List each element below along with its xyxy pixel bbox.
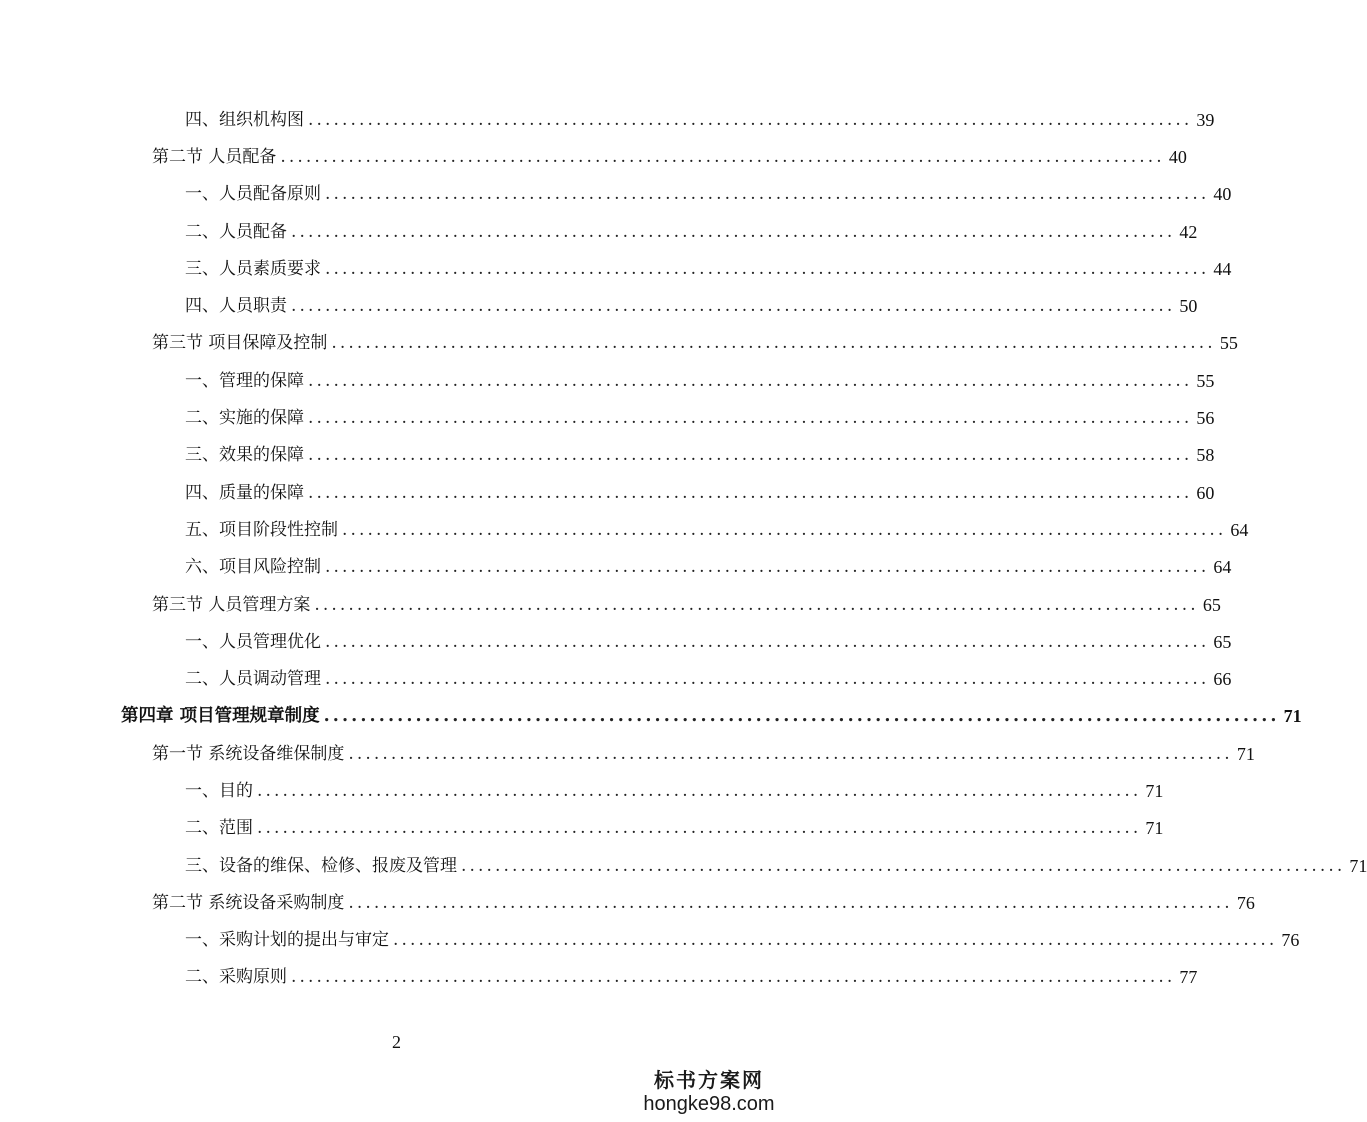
toc-entry-page: 77 <box>1179 967 1198 988</box>
toc-entry[interactable] <box>0 623 1232 660</box>
toc-entry[interactable] <box>0 437 1215 474</box>
toc-entry[interactable] <box>0 810 1164 847</box>
dot-leader: ........................................................................................................ <box>325 669 1210 690</box>
toc-entry-title: 一、采购计划的提出与审定 <box>185 930 389 951</box>
toc-entry[interactable] <box>0 847 1367 884</box>
toc-entry-page: 64 <box>1230 519 1249 540</box>
toc-entry[interactable] <box>0 922 1300 959</box>
toc-entry-title: 三、设备的维保、检修、报废及管理 <box>185 855 457 876</box>
toc-entry-page: 66 <box>1213 669 1232 690</box>
dot-leader: ........................................................................................................ <box>323 706 1280 727</box>
toc-entry-page: 44 <box>1213 258 1232 279</box>
toc-entry-page: 60 <box>1196 482 1215 503</box>
toc-entry-title: 四、质量的保障 <box>185 482 304 503</box>
dot-leader: ........................................................................................................ <box>280 146 1165 167</box>
dot-leader: ........................................................................................................ <box>348 892 1233 913</box>
toc-entry-page: 39 <box>1196 109 1215 130</box>
toc-entry-title: 三、效果的保障 <box>185 445 304 466</box>
toc-entry[interactable] <box>0 586 1221 623</box>
toc-entry-title: 二、人员配备 <box>185 221 287 242</box>
dot-leader: ........................................................................................................ <box>308 109 1193 130</box>
dot-leader: ........................................................................................................ <box>308 482 1193 503</box>
toc-entry[interactable] <box>0 660 1232 697</box>
toc-entry[interactable] <box>0 213 1198 250</box>
watermark-url: hongke98.com <box>643 1093 775 1115</box>
toc-entry[interactable] <box>0 549 1232 586</box>
toc-entry-page: 76 <box>1281 930 1300 951</box>
toc-entry[interactable] <box>0 101 1215 138</box>
toc-entry-title: 六、项目风险控制 <box>185 557 321 578</box>
watermark-name: 标书方案网 <box>654 1068 764 1092</box>
dot-leader: ........................................................................................................ <box>314 594 1199 615</box>
dot-leader: ........................................................................................................ <box>291 967 1176 988</box>
toc-entry-title: 第一节 系统设备维保制度 <box>152 743 345 764</box>
dot-leader: ........................................................................................................ <box>257 818 1142 839</box>
toc-entry-title: 四、组织机构图 <box>185 109 304 130</box>
toc-entry-title: 一、目的 <box>185 780 253 801</box>
toc-entry-page: 56 <box>1196 408 1215 429</box>
dot-leader: ........................................................................................................ <box>308 408 1193 429</box>
toc-entry-title: 第四章 项目管理规章制度 <box>121 706 320 727</box>
dot-leader: ........................................................................................................ <box>325 631 1210 652</box>
toc-entry-page: 71 <box>1236 743 1255 764</box>
toc-entry[interactable] <box>0 138 1187 175</box>
dot-leader: ........................................................................................................ <box>331 333 1216 354</box>
toc-entry-title: 二、人员调动管理 <box>185 669 321 690</box>
toc-entry[interactable] <box>0 884 1255 921</box>
toc-entry-title: 第三节 项目保障及控制 <box>152 333 328 354</box>
table-of-contents <box>0 101 1367 996</box>
dot-leader: ........................................................................................................ <box>325 258 1210 279</box>
dot-leader: ........................................................................................................ <box>325 184 1210 205</box>
dot-leader: ........................................................................................................ <box>342 519 1227 540</box>
toc-entry-title: 五、项目阶段性控制 <box>185 519 338 540</box>
toc-entry-page: 65 <box>1213 631 1232 652</box>
toc-chapter-entry[interactable] <box>0 698 1302 735</box>
toc-entry-title: 第三节 人员管理方案 <box>152 594 311 615</box>
toc-entry[interactable] <box>0 735 1255 772</box>
dot-leader: ........................................................................................................ <box>257 780 1142 801</box>
toc-entry-title: 四、人员职责 <box>185 296 287 317</box>
toc-entry[interactable] <box>0 362 1215 399</box>
toc-entry[interactable] <box>0 325 1238 362</box>
toc-entry-title: 二、采购原则 <box>185 967 287 988</box>
toc-entry[interactable] <box>0 511 1249 548</box>
toc-entry-page: 65 <box>1202 594 1221 615</box>
toc-entry-title: 一、人员管理优化 <box>185 631 321 652</box>
toc-entry-page: 40 <box>1213 184 1232 205</box>
toc-entry-title: 一、人员配备原则 <box>185 184 321 205</box>
toc-entry-title: 一、管理的保障 <box>185 370 304 391</box>
page-number: 2 <box>392 1032 401 1052</box>
dot-leader: ........................................................................................................ <box>325 557 1210 578</box>
toc-entry-page: 58 <box>1196 445 1215 466</box>
dot-leader: ........................................................................................................ <box>291 221 1176 242</box>
toc-entry[interactable] <box>0 176 1232 213</box>
toc-entry-page: 64 <box>1213 557 1232 578</box>
toc-entry-page: 71 <box>1349 855 1367 876</box>
toc-entry-page: 50 <box>1179 296 1198 317</box>
toc-entry-title: 二、实施的保障 <box>185 408 304 429</box>
toc-entry-title: 第二节 人员配备 <box>152 146 277 167</box>
toc-entry-title: 三、人员素质要求 <box>185 258 321 279</box>
dot-leader: ........................................................................................................ <box>308 370 1193 391</box>
toc-entry[interactable] <box>0 772 1164 809</box>
toc-entry-page: 76 <box>1236 892 1255 913</box>
toc-entry-title: 二、范围 <box>185 818 253 839</box>
toc-entry-page: 71 <box>1145 818 1164 839</box>
dot-leader: ........................................................................................................ <box>461 855 1346 876</box>
toc-entry-page: 71 <box>1145 780 1164 801</box>
toc-entry-page: 55 <box>1219 333 1238 354</box>
toc-entry-page: 40 <box>1168 146 1187 167</box>
toc-entry[interactable] <box>0 959 1198 996</box>
dot-leader: ........................................................................................................ <box>308 445 1193 466</box>
toc-entry-page: 55 <box>1196 370 1215 391</box>
toc-entry[interactable] <box>0 287 1198 324</box>
dot-leader: ........................................................................................................ <box>291 296 1176 317</box>
toc-entry-title: 第二节 系统设备采购制度 <box>152 892 345 913</box>
site-watermark <box>639 1068 779 1116</box>
toc-entry[interactable] <box>0 399 1215 436</box>
toc-entry-page: 42 <box>1179 221 1198 242</box>
toc-entry-page: 71 <box>1283 706 1302 727</box>
toc-entry[interactable] <box>0 474 1215 511</box>
dot-leader: ........................................................................................................ <box>348 743 1233 764</box>
dot-leader: ........................................................................................................ <box>393 930 1278 951</box>
toc-entry[interactable] <box>0 250 1232 287</box>
